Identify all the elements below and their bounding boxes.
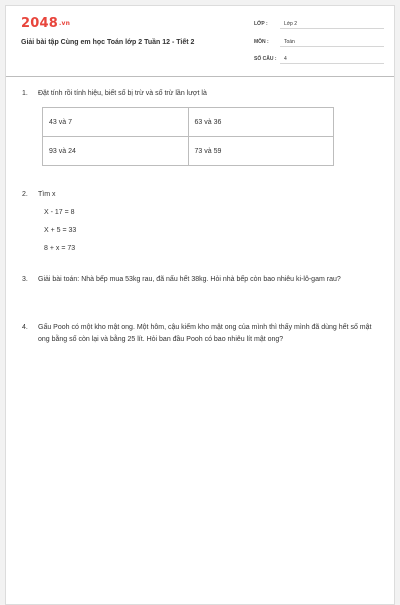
- question-text: Tìm x: [38, 191, 56, 198]
- meta-class-line: [280, 28, 384, 29]
- table-cell: 73 và 59: [188, 137, 334, 166]
- meta-subject-value: Toán: [284, 39, 295, 45]
- table-cell: 63 và 36: [188, 108, 334, 137]
- subtraction-pairs-table: [42, 107, 334, 166]
- table-cell: 93 và 24: [43, 137, 189, 166]
- question-number: 1.: [22, 90, 28, 97]
- meta-question-count-value: 4: [284, 56, 287, 62]
- document-title: Giải bài tập Cùng em học Toán lớp 2 Tuần 12 - Tiết 2: [21, 39, 195, 46]
- logo-text: 2048: [21, 16, 58, 31]
- meta-question-count-label: SỐ CÂU :: [254, 56, 277, 62]
- question-number: 4.: [22, 324, 28, 331]
- table-row: [43, 108, 334, 137]
- meta-class-value: Lớp 2: [284, 21, 298, 27]
- meta-class-label: LỚP :: [254, 21, 268, 27]
- question-number: 3.: [22, 276, 28, 283]
- equation-item: 8 + x = 73: [44, 245, 76, 252]
- logo-suffix: .vn: [58, 20, 71, 27]
- worksheet-header: [6, 6, 394, 77]
- question-text: Giải bài toán: Nhà bếp mua 53kg rau, đã nấu hết 38kg. Hỏi nhà bếp còn bao nhiêu ki-lô-gam rau?: [38, 276, 341, 283]
- meta-question-count-line: [280, 63, 384, 64]
- worksheet-page: [5, 5, 395, 605]
- question-text: Gấu Pooh có một kho mật ong. Một hôm, cậu kiểm kho mật ong của mình thì thấy mình đã dùng hết số mật ong bằng số còn lại và bằng 25 lít. Hỏi ban đầu Pooh có bao nhiêu lít mật ong?: [38, 324, 372, 343]
- meta-class: [254, 18, 384, 30]
- equation-item: X - 17 = 8: [44, 209, 75, 216]
- meta-question-count: [254, 53, 384, 65]
- site-logo[interactable]: [21, 16, 70, 31]
- meta-subject-line: [280, 46, 384, 47]
- meta-subject-label: MÔN :: [254, 39, 269, 45]
- question-number: 2.: [22, 191, 28, 198]
- meta-subject: [254, 36, 384, 48]
- question-text: Đặt tính rồi tính hiệu, biết số bị trừ và số trừ lần lượt là: [38, 90, 207, 97]
- equation-item: X + 5 = 33: [44, 227, 77, 234]
- table-row: [43, 137, 334, 166]
- table-cell: 43 và 7: [43, 108, 189, 137]
